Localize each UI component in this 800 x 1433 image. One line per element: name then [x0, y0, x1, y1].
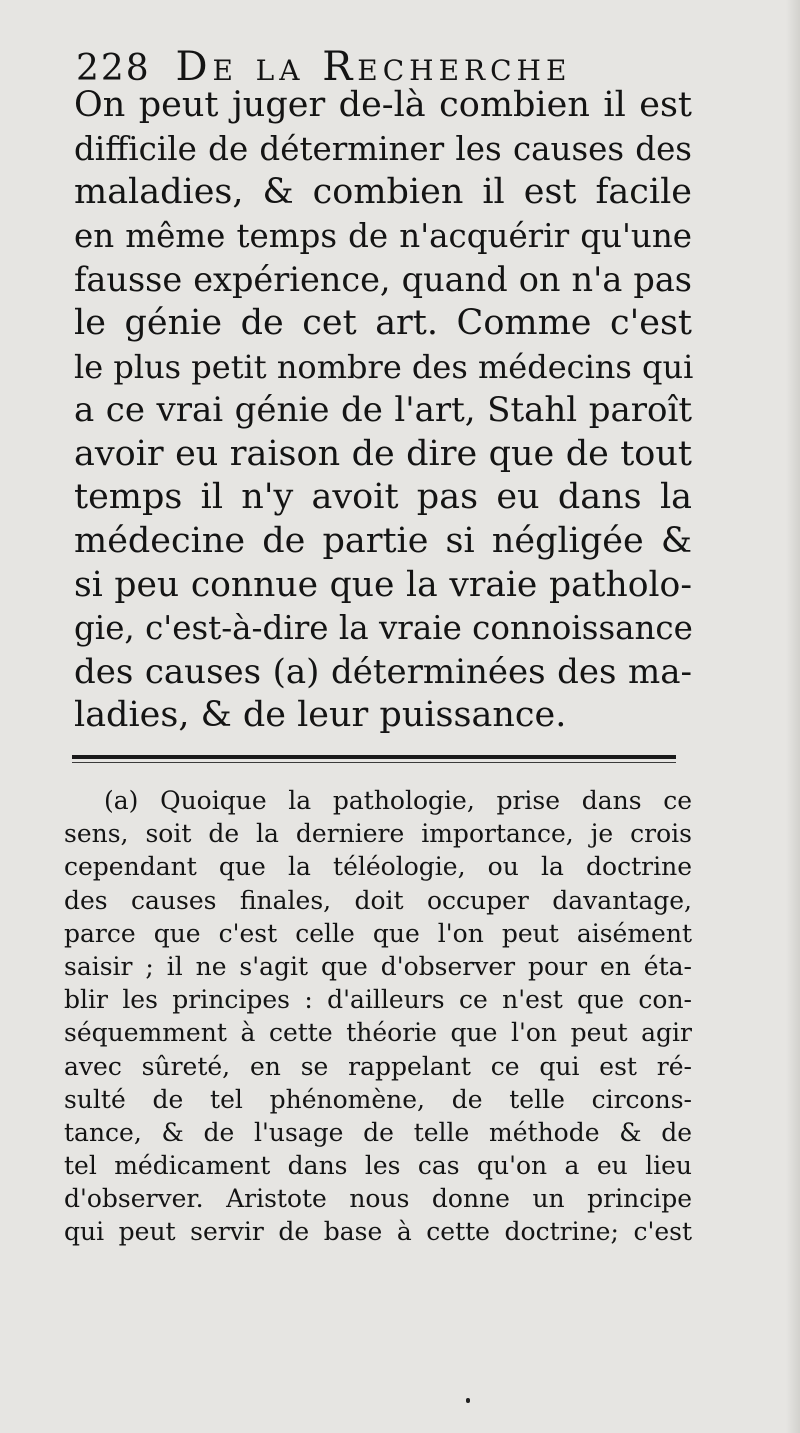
text-line: On peut juger de-là combien il est — [74, 85, 692, 125]
page-edge-shadow — [786, 0, 800, 1433]
ink-speck — [466, 1398, 470, 1403]
footnote-line: d'observer. Aristote nous donne un principe — [64, 1184, 692, 1214]
footnote-line: tel médicament dans les cas qu'on a eu lieu — [64, 1151, 692, 1181]
text-line: maladies, & combien il est facile — [74, 172, 692, 213]
footnote-line: saisir ; il ne s'agit que d'observer pour en éta- — [64, 951, 692, 981]
footnote-line: sens, soit de la derniere importance, je crois — [64, 819, 692, 849]
text-line: avoir eu raison de dire que de tout — [74, 433, 692, 474]
running-title: De la Recherche — [175, 44, 572, 90]
text-line: si peu connue que la vraie patholo- — [74, 564, 692, 605]
text-line: médecine de partie si négligée & — [74, 520, 692, 561]
text-line: le plus petit nombre des médecins qui — [74, 347, 694, 386]
footnote-line: des causes finales, doit occuper davantage, — [64, 885, 692, 915]
footnote-line: blir les principes : d'ailleurs ce n'est que con- — [64, 985, 692, 1015]
footnote-line: séquemment à cette théorie que l'on peut agir — [64, 1018, 692, 1048]
footnote-line: tance, & de l'usage de telle méthode & de — [64, 1117, 692, 1147]
text-line: le génie de cet art. Comme c'est — [74, 302, 692, 343]
text-line: a ce vrai génie de l'art, Stahl paroît — [74, 390, 692, 431]
footnote-separator-rule — [72, 755, 676, 759]
text-line: en même temps de n'acquérir qu'une — [74, 216, 692, 255]
main-text — [74, 84, 692, 738]
footnote-line: cependant que la téléologie, ou la doctrine — [64, 852, 692, 882]
text-line: gie, c'est-à-dire la vraie connoissance — [74, 609, 693, 648]
footnote-line: parce que c'est celle que l'on peut aisément — [64, 918, 692, 948]
footnote — [64, 784, 692, 1249]
footnote-line: qui peut servir de base à cette doctrine; c'est — [64, 1217, 692, 1247]
page-number: 228 — [76, 48, 151, 89]
text-line: difficile de déterminer les causes des — [74, 129, 692, 168]
text-line: temps il n'y avoit pas eu dans la — [74, 477, 692, 518]
footnote-separator-hairline — [72, 762, 676, 763]
text-line: ladies, & de leur puissance. — [74, 695, 567, 736]
footnote-line: avec sûreté, en se rappelant ce qui est ré- — [64, 1051, 692, 1081]
text-line: des causes (a) déterminées des ma- — [74, 651, 692, 692]
footnote-line: (a) Quoique la pathologie, prise dans ce — [104, 786, 692, 815]
text-line: fausse expérience, quand on n'a pas — [74, 260, 692, 300]
footnote-line: sulté de tel phénomène, de telle circons- — [64, 1084, 692, 1114]
